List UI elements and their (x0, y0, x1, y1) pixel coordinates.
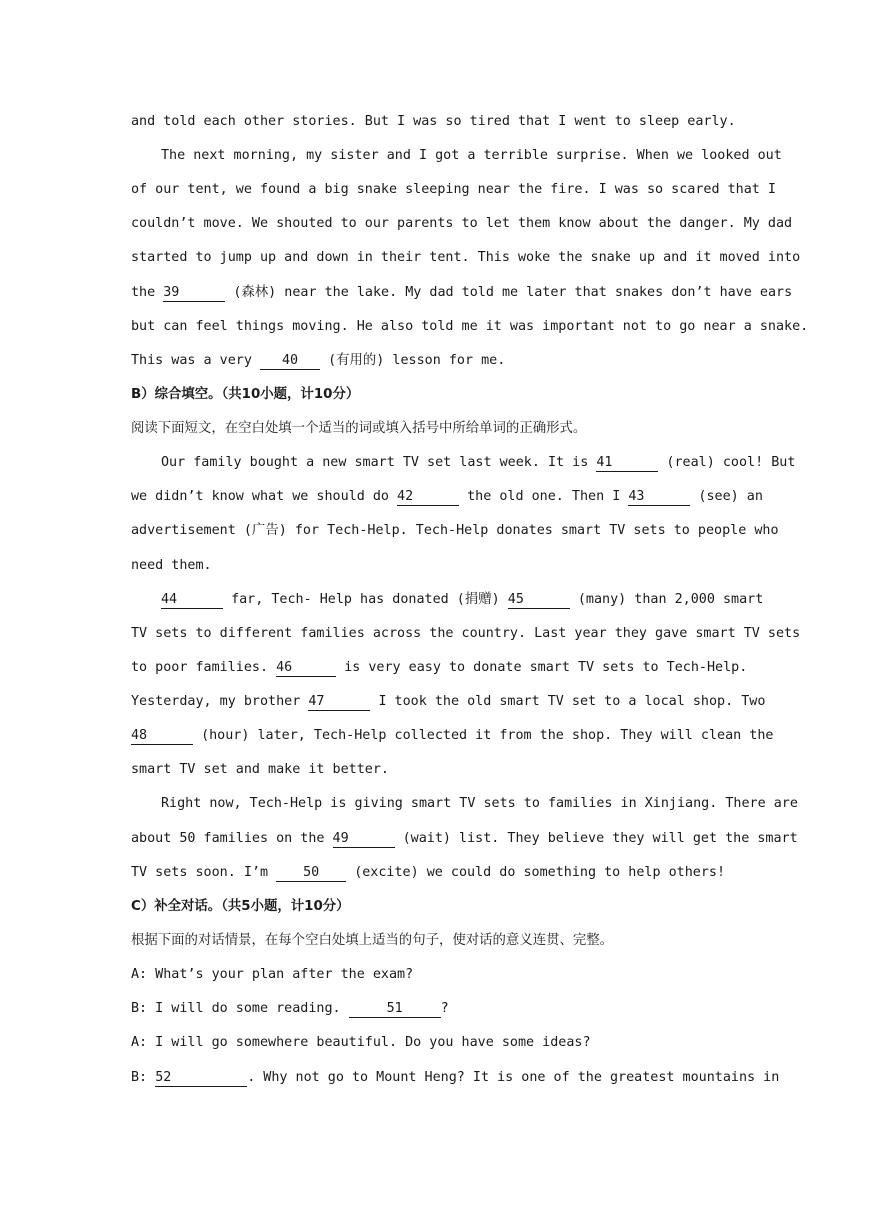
text-segment: (real) cool! But (666, 455, 796, 470)
blank-39[interactable]: 39 (163, 285, 225, 302)
blank-40[interactable]: 40 (260, 353, 320, 370)
text-line (131, 692, 766, 712)
text-segment: (hour) later, Tech-Help collected it from the shop. They will clean the (201, 728, 774, 743)
text-segment: is very easy to donate smart TV sets to Tech-Help. (344, 660, 748, 675)
blank-41[interactable]: 41 (596, 455, 658, 472)
text-line (131, 487, 763, 507)
blank-52[interactable]: 52 (155, 1070, 247, 1087)
text-segment: far, Tech- Help has donated (捐赠) (231, 592, 500, 607)
text-line: smart TV set and make it better. (131, 762, 389, 777)
dialogue-line (131, 999, 737, 1019)
text-segment: about 50 families on the (131, 831, 325, 846)
text-segment: the old one. Then I (467, 489, 621, 504)
blank-46[interactable]: 46 (276, 660, 336, 677)
text-segment: (森林) near the lake. My dad told me later that snakes don’t have ears (233, 285, 793, 300)
blank-47[interactable]: 47 (308, 694, 370, 711)
text-segment: to poor families. (131, 660, 269, 675)
section-instruction-b: 阅读下面短文，在空白处填一个适当的词或填入括号中所给单词的正确形式。 (131, 421, 587, 436)
text-segment: B: (131, 1070, 148, 1085)
text-line: The next morning, my sister and I got a terrible surprise. When we looked out (161, 148, 782, 163)
text-segment: (wait) list. They believe they will get the smart (402, 831, 798, 846)
text-line: of our tent, we found a big snake sleeping near the fire. I was so scared that I (131, 182, 776, 197)
dialogue-line: A: I will go somewhere beautiful. Do you have some ideas? (131, 1035, 591, 1050)
text-line: Right now, Tech-Help is giving smart TV sets to families in Xinjiang. There are (161, 796, 798, 811)
text-line (131, 863, 737, 883)
text-line: need them. (131, 558, 212, 573)
text-line: advertisement (广告) for Tech-Help. Tech-Help donates smart TV sets to people who (131, 523, 779, 538)
text-segment: Yesterday, my brother (131, 694, 301, 709)
text-segment: I took the old smart TV set to a local shop. Two (378, 694, 766, 709)
text-line (131, 283, 793, 303)
section-heading-b: B）综合填空。（共10小题，计10分） (131, 387, 360, 402)
text-segment: the (131, 285, 156, 300)
text-segment: . Why not go to Mount Heng? It is one of the greatest mountains in (247, 1070, 780, 1085)
text-line (131, 351, 737, 371)
text-line (131, 658, 748, 678)
text-line: and told each other stories. But I was so tired that I went to sleep early. (131, 114, 736, 129)
dialogue-line: A: What’s your plan after the exam? (131, 967, 414, 982)
text-line (161, 453, 796, 473)
blank-49[interactable]: 49 (333, 831, 395, 848)
blank-44[interactable]: 44 (161, 592, 223, 609)
text-segment: TV sets soon. I’m (131, 865, 269, 880)
text-line: TV sets to different families across the country. Last year they gave smart TV sets (131, 626, 801, 641)
blank-42[interactable]: 42 (397, 489, 459, 506)
text-segment: (有用的) lesson for me. (328, 353, 506, 368)
blank-48[interactable]: 48 (131, 728, 193, 745)
text-segment: B: I will do some reading. (131, 1001, 341, 1016)
text-line (161, 590, 764, 610)
text-segment: This was a very (131, 353, 252, 368)
text-segment: (many) than 2,000 smart (577, 592, 764, 607)
blank-50[interactable]: 50 (276, 865, 346, 882)
text-line (131, 726, 774, 746)
dialogue-line (131, 1068, 780, 1088)
text-line: but can feel things moving. He also told me it was important not to go near a snake. (131, 319, 809, 334)
text-segment: (excite) we could do something to help others! (354, 865, 726, 880)
blank-43[interactable]: 43 (628, 489, 690, 506)
text-segment: ? (440, 1001, 449, 1016)
text-line: started to jump up and down in their tent. This woke the snake up and it moved into (131, 250, 801, 265)
text-line (131, 829, 798, 849)
text-segment: we didn’t know what we should do (131, 489, 389, 504)
text-segment: (see) an (698, 489, 763, 504)
section-instruction-c: 根据下面的对话情景，在每个空白处填上适当的句子，使对话的意义连贯、完整。 (131, 933, 614, 948)
blank-51[interactable]: 51 (349, 1001, 441, 1018)
text-line: couldn’t move. We shouted to our parents to let them know about the danger. My dad (131, 216, 793, 231)
blank-45[interactable]: 45 (508, 592, 570, 609)
text-segment: Our family bought a new smart TV set last week. It is (161, 455, 589, 470)
section-heading-c: C）补全对话。（共5小题，计10分） (131, 899, 350, 914)
